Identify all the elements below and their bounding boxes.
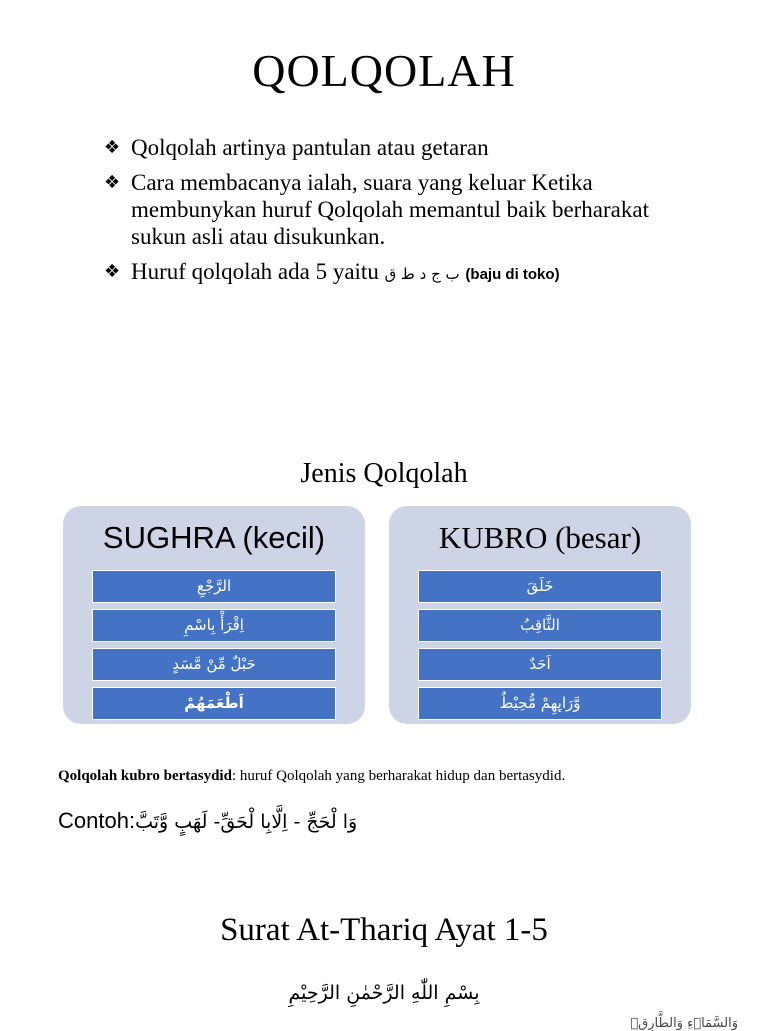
kubro-example: وَّرَاىِٕهِمْ مُّحِيْطٌ xyxy=(418,687,662,720)
example-arabic: وَا لْحَجِّ - اِلَّابِا لْحَقِّ- لَهَبٍ وَّتَبَّ xyxy=(135,811,358,833)
bullet-item xyxy=(104,134,704,161)
sughra-example: حَبْلٌ مِّنْ مَّسَدٍ xyxy=(92,648,336,681)
example-line xyxy=(58,808,357,834)
diamond-bullet-icon: ❖ xyxy=(104,137,121,158)
kubro-example: اَحَدٌ xyxy=(418,648,662,681)
qolqolah-letters: ب ج د ط ق xyxy=(384,265,460,283)
sughra-example-list xyxy=(92,570,336,726)
note-definition: : huruf Qolqolah yang berharakat hidup dan bertasydid. xyxy=(231,768,566,784)
kubro-tasydid-note xyxy=(58,767,658,786)
sughra-example: اِقْرَأْ بِاسْمِ xyxy=(92,609,336,642)
bullet-item xyxy=(104,169,704,250)
bullet-list xyxy=(104,134,704,296)
surat-title: Surat At-Thariq Ayat 1-5 xyxy=(220,912,548,948)
verse-line-partial: وَالسَّمَاۤءِ وَالطَّارِقِۙ xyxy=(630,1016,738,1031)
bullet-text: Huruf qolqolah ada 5 yaitu xyxy=(131,259,379,284)
bullet-item xyxy=(104,258,704,288)
section-title-jenis: Jenis Qolqolah xyxy=(300,458,468,489)
sughra-heading: SUGHRA (kecil) xyxy=(102,520,326,555)
kubro-example: خَلَقَ xyxy=(418,570,662,603)
bullet-text: Qolqolah artinya pantulan atau getaran xyxy=(131,135,489,160)
diamond-bullet-icon: ❖ xyxy=(104,261,121,282)
sughra-example: اَطْعَمَهُمْ xyxy=(92,687,336,720)
basmalah: بِسْمِ اللّٰهِ الرَّحْمٰنِ الرَّحِيْمِ xyxy=(288,982,480,1004)
kubro-example-list xyxy=(418,570,662,726)
kubro-heading: KUBRO (besar) xyxy=(438,520,642,555)
example-label: Contoh: xyxy=(58,808,136,833)
mnemonic-note: (baju di toko) xyxy=(465,266,560,283)
note-term: Qolqolah kubro bertasydid xyxy=(58,768,232,784)
kubro-example: الثَّاقِبُ xyxy=(418,609,662,642)
bullet-text: Cara membacanya ialah, suara yang keluar Ketika membunykan huruf Qolqolah memantul baik berharakat sukun asli atau disukunkan. xyxy=(131,170,649,249)
kubro-panel xyxy=(389,506,691,724)
diamond-bullet-icon: ❖ xyxy=(104,172,121,193)
page-title: QOLQOLAH xyxy=(252,45,516,96)
sughra-example: الرَّجْعِ xyxy=(92,570,336,603)
sughra-panel xyxy=(63,506,365,724)
